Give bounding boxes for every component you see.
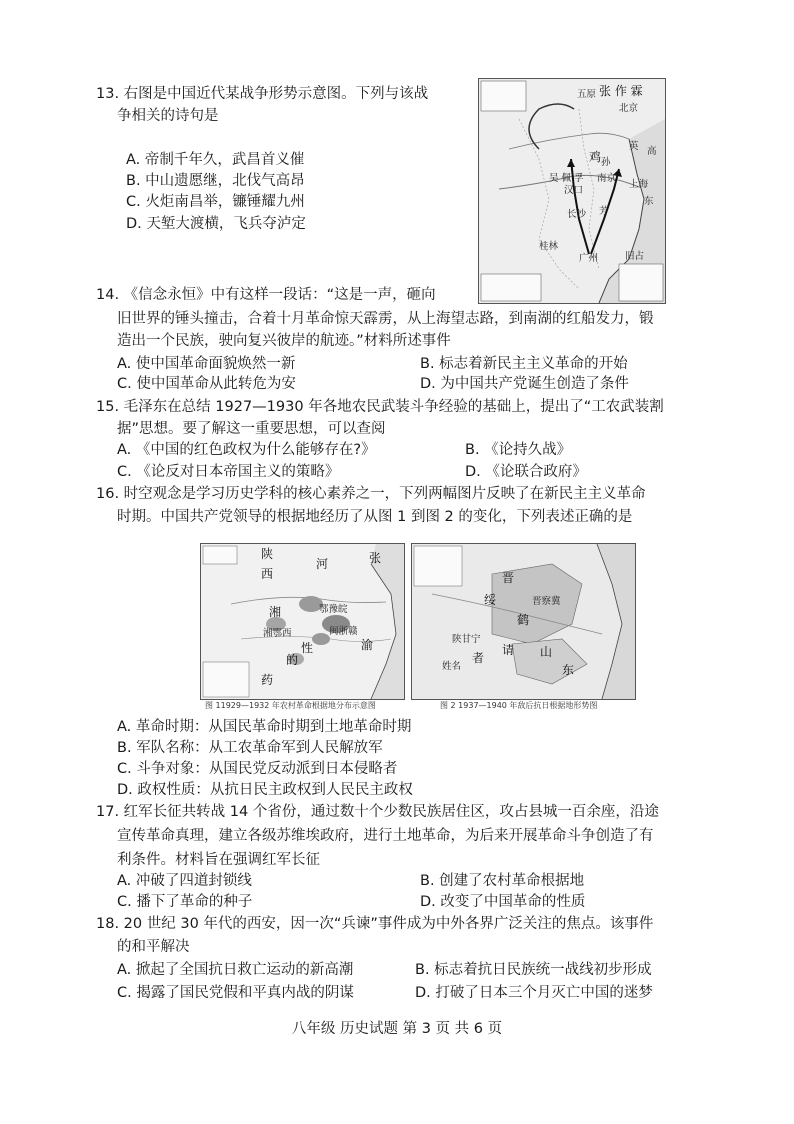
fig2-label-zhe: 者 [472, 651, 485, 665]
q18-option-d: D. 打破了日本三个月灭亡中国的迷梦 [415, 985, 653, 1001]
map-label-guangzhou: 广州 [579, 253, 599, 264]
q15-option-c: C. 《论反对日本帝国主义的策略》 [117, 464, 340, 480]
q15-option-d: D. 《论联合政府》 [465, 464, 587, 480]
fig1-label-xiang: 湘 [269, 605, 282, 619]
fig2-label-he: 鹤 [517, 613, 530, 627]
fig2-label-jin: 晋 [502, 571, 515, 585]
q14-stem-line1: 14. 《信念永恒》中有这样一段话：“这是一声，砸向 [96, 287, 436, 303]
q14-option-a: A. 使中国革命面貌焕然一新 [117, 356, 296, 372]
fig1-label-eyuwan: 鄂豫皖 [319, 604, 348, 615]
map-label-shanghai: 上海 [629, 179, 649, 190]
fig2-label-sui: 绥 [484, 593, 497, 607]
map-label-nanjing: 南京 [597, 173, 617, 184]
map-label-zhang-zuolin: 张 作 霖 [599, 84, 643, 98]
map-label-beijing: 北京 [619, 103, 639, 114]
q14-option-b: B. 标志着新民主主义革命的开始 [420, 356, 628, 372]
q14-stem-line3: 造出一个民族，驶向复兴彼岸的航迹。”材料所述事件 [117, 333, 451, 349]
q13-stem-line2: 争相关的诗句是 [117, 108, 219, 124]
q18-stem-line1: 18. 20 世纪 30 年代的西安，因一次“兵谏”事件成为中外各界广泛关注的焦点。该事件 [96, 916, 654, 932]
q15-stem-line2: 据”思想。要了解这一重要思想，可以查阅 [117, 421, 386, 437]
fig1-label-shaan: 陕 [261, 547, 274, 561]
q13-option-b: B. 中山遗愿继，北伐气高昂 [126, 173, 305, 189]
q17-option-a: A. 冲破了四道封锁线 [117, 873, 252, 889]
q14-option-c: C. 使中国革命从此转危为安 [117, 376, 296, 392]
northern-expedition-map [478, 78, 666, 304]
map-label-jiuzhan: 旧占 [625, 251, 645, 262]
q15-stem-line1: 15. 毛泽东在总结 1927—1930 年各地农民武装斗争经验的基础上，提出了“工农武装割 [96, 399, 664, 415]
fig2-label-shan: 山 [540, 645, 553, 659]
figure-1-rural-base-map [200, 543, 405, 700]
q14-stem-line2: 旧世界的锤头撞击，合着十月革命惊天霹雳，从上海望志路，到南湖的红船发力，锻 [117, 311, 654, 327]
fig2-label-qing: 请 [502, 643, 515, 657]
map-label-hankou: 汉口 [564, 185, 584, 196]
fig1-label-xing: 性 [301, 641, 314, 655]
fig2-label-jinchaji: 晋察冀 [532, 596, 561, 607]
map-label-wuyuan: 五原 [577, 89, 597, 100]
q18-stem-line2: 的和平解决 [117, 939, 190, 955]
fig1-label-minzhegan: 闽浙赣 [329, 626, 358, 637]
map-label-fang: 芳 [599, 206, 609, 217]
fig1-label-yao: 药 [261, 673, 274, 687]
map-label-ying: 英 [629, 141, 639, 152]
map-label-gao: 高 [647, 146, 657, 157]
q17-option-b: B. 创建了农村革命根据地 [420, 873, 585, 889]
q16-option-d: D. 政权性质：从抗日民主政权到人民民主政权 [117, 782, 413, 798]
q13-stem-line1: 13. 右图是中国近代某战争形势示意图。下列与该战 [96, 86, 429, 102]
q18-option-b: B. 标志着抗日民族统一战线初步形成 [415, 962, 652, 978]
q15-option-b: B. 《论持久战》 [465, 442, 572, 458]
page-footer: 八年级 历史试题 第 3 页 共 6 页 [291, 1021, 503, 1037]
map-label-sun: 孙 [601, 157, 611, 168]
q17-option-d: D. 改变了中国革命的性质 [420, 894, 586, 910]
map-label-wu-peifu: 吴 佩 孚 [549, 173, 584, 184]
fig2-label-name: 姓名 [442, 661, 462, 672]
figure-2-anti-japanese-base-map [411, 543, 636, 700]
q16-stem-line1: 16. 时空观念是学习历史学科的核心素养之一，下列两幅图片反映了在新民主主义革命 [96, 486, 646, 502]
fig2-label-shaanganning: 陕甘宁 [452, 634, 481, 645]
q16-option-a: A. 革命时期：从国民革命时期到土地革命时期 [117, 719, 412, 735]
fig1-label-de: 的 [286, 653, 299, 667]
q17-stem-line1: 17. 红军长征共转战 14 个省份，通过数十个少数民族居住区，攻占县城一百余座，沿途 [96, 804, 659, 820]
figure-2-caption: 图 2 1937—1940 年敌后抗日根据地形势图 [440, 701, 598, 710]
fig1-label-yu: 渝 [361, 638, 374, 652]
q17-stem-line3: 利条件。材料旨在强调红军长征 [117, 852, 320, 868]
figure-1-caption: 图 11929—1932 年农村革命根据地分布示意图 [205, 701, 376, 710]
q14-option-d: D. 为中国共产党诞生创造了条件 [420, 376, 629, 392]
q16-option-c: C. 斗争对象：从国民党反动派到日本侵略者 [117, 761, 398, 777]
fig1-label-he: 河 [316, 557, 329, 571]
q18-option-c: C. 揭露了国民党假和平真内战的阴谋 [117, 985, 354, 1001]
map-drawing [479, 79, 665, 303]
q17-stem-line2: 宣传革命真理，建立各级苏维埃政府，进行土地革命，为后来开展革命斗争创造了有 [117, 828, 654, 844]
q13-option-d: D. 天堑大渡横，飞兵夺泸定 [126, 216, 306, 232]
q15-option-a: A. 《中国的红色政权为什么能够存在?》 [117, 442, 376, 458]
fig1-label-zhang: 张 [369, 551, 382, 565]
q13-option-c: C. 火炬南昌举，镰锤耀九州 [126, 194, 305, 210]
fig1-label-xi: 西 [261, 567, 274, 581]
figure-2-drawing [412, 544, 635, 699]
q17-option-c: C. 播下了革命的种子 [117, 894, 253, 910]
q16-stem-line2: 时期。中国共产党领导的根据地经历了从图 1 到图 2 的变化，下列表述正确的是 [117, 509, 633, 525]
map-label-guilin: 桂林 [539, 241, 559, 252]
fig2-label-dong: 东 [562, 663, 575, 677]
figure-1-drawing [201, 544, 404, 699]
fig1-label-xiangexi: 湘鄂西 [263, 628, 292, 639]
map-label-ji: 鸡 [589, 150, 602, 164]
q18-option-a: A. 掀起了全国抗日救亡运动的新高潮 [117, 962, 354, 978]
q13-option-a: A. 帝制千年久，武昌首义催 [126, 152, 305, 168]
map-label-changsha: 长沙 [567, 209, 587, 220]
map-label-dong: 东 [644, 196, 654, 207]
q16-option-b: B. 军队名称：从工农革命军到人民解放军 [117, 740, 383, 756]
